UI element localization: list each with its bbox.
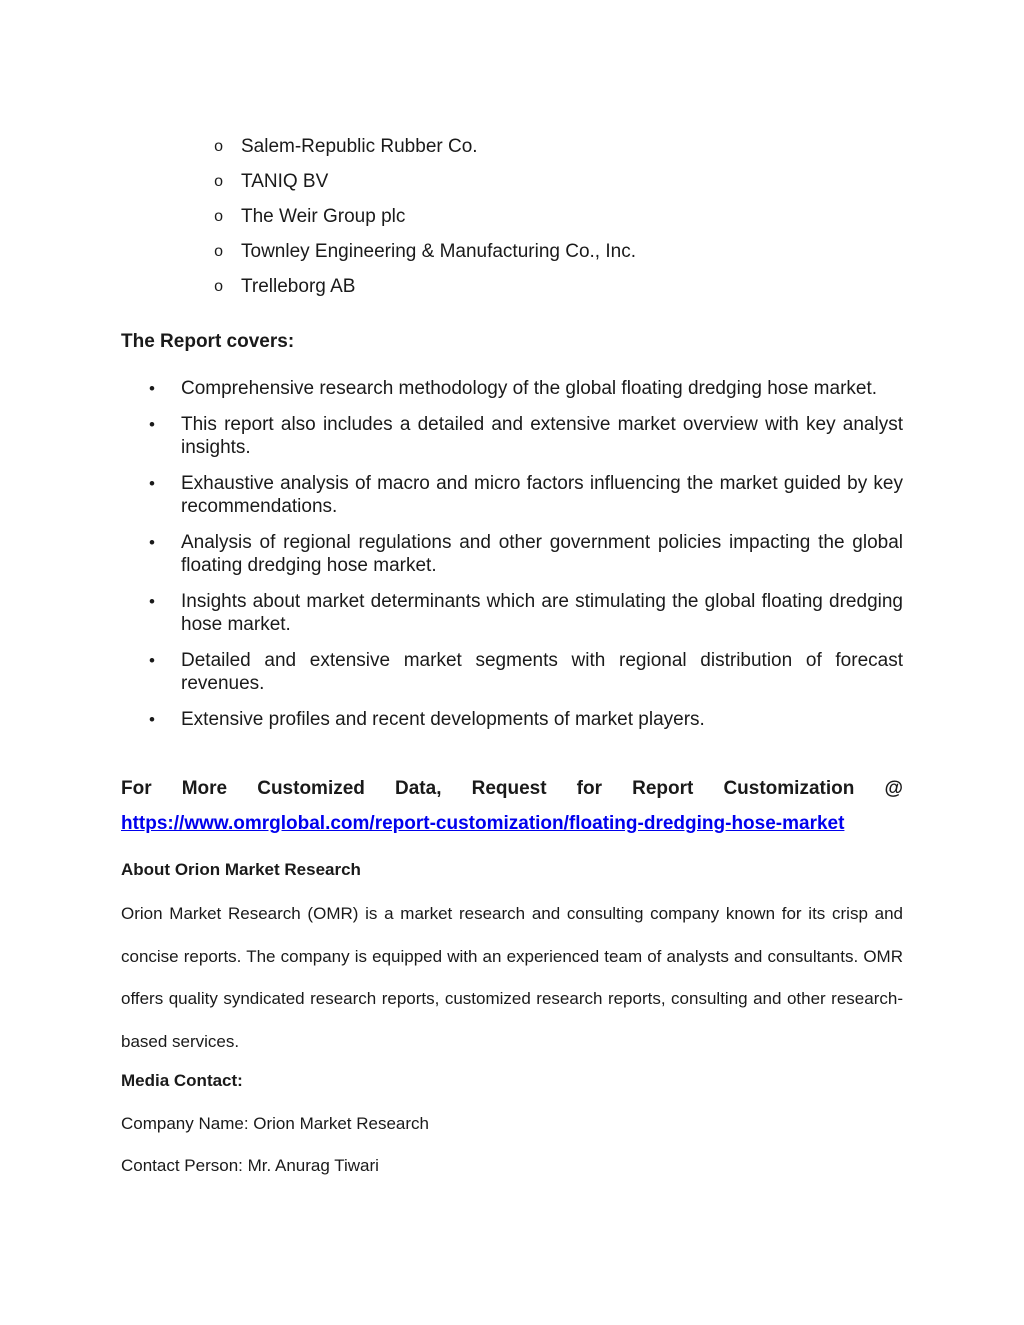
report-covers-heading: The Report covers: — [121, 331, 295, 352]
bullet-icon: • — [149, 651, 155, 670]
list-item — [121, 234, 636, 269]
company-name: The Weir Group plc — [241, 205, 406, 227]
about-heading: About Orion Market Research — [121, 860, 361, 879]
list-item-text: Extensive profiles and recent developments of market players. — [181, 709, 705, 730]
bullet-icon: • — [149, 379, 155, 398]
list-item — [121, 649, 903, 695]
list-item — [121, 269, 636, 304]
companies-sublist — [121, 129, 636, 304]
list-item-text: Insights about market determinants which are stimulating the global floating dredging hose market. — [181, 591, 903, 635]
list-item — [121, 531, 903, 577]
list-marker: o — [214, 137, 223, 155]
bullet-icon: • — [149, 533, 155, 552]
customization-link[interactable]: https://www.omrglobal.com/report-customization/floating-dredging-hose-market — [121, 813, 845, 834]
list-item-text: Comprehensive research methodology of the global floating dredging hose market. — [181, 378, 878, 399]
company-name-line: Company Name: Orion Market Research — [121, 1114, 430, 1133]
bullet-icon: • — [149, 474, 155, 493]
customization-request-text: For More Customized Data, Request for Report Customization @ — [121, 778, 903, 799]
list-item — [121, 708, 903, 731]
about-paragraph: Orion Market Research (OMR) is a market research and consulting company known for its crisp and concise reports. The company is equipped with an experienced team of analysts and consultants. OMR offers quality syndicated research reports, customized research reports, consulting and other research-based services. — [121, 904, 903, 1051]
list-item-text: Detailed and extensive market segments with regional distribution of forecast revenues. — [181, 650, 903, 694]
list-item — [121, 590, 903, 636]
list-item-text: Analysis of regional regulations and other government policies impacting the global floating dredging hose market. — [181, 532, 903, 576]
list-marker: o — [214, 207, 223, 225]
list-item-text: Exhaustive analysis of macro and micro factors influencing the market guided by key recommendations. — [181, 473, 903, 517]
company-name: Salem-Republic Rubber Co. — [241, 135, 478, 157]
bullet-icon: • — [149, 710, 155, 729]
company-name: TANIQ BV — [241, 170, 329, 192]
company-name: Townley Engineering & Manufacturing Co., Inc. — [241, 240, 636, 262]
list-item — [121, 413, 903, 459]
list-item — [121, 472, 903, 518]
media-contact-heading: Media Contact: — [121, 1071, 243, 1090]
report-covers-list — [121, 377, 903, 744]
list-marker: o — [214, 242, 223, 260]
list-item-text: This report also includes a detailed and extensive market overview with key analyst insights. — [181, 414, 903, 458]
bullet-icon: • — [149, 592, 155, 611]
list-item — [121, 199, 636, 234]
list-marker: o — [214, 277, 223, 295]
list-item — [121, 164, 636, 199]
bullet-icon: • — [149, 415, 155, 434]
company-name: Trelleborg AB — [241, 275, 356, 297]
contact-person-line: Contact Person: Mr. Anurag Tiwari — [121, 1156, 379, 1175]
list-marker: o — [214, 172, 223, 190]
list-item — [121, 377, 903, 400]
list-item — [121, 129, 636, 164]
